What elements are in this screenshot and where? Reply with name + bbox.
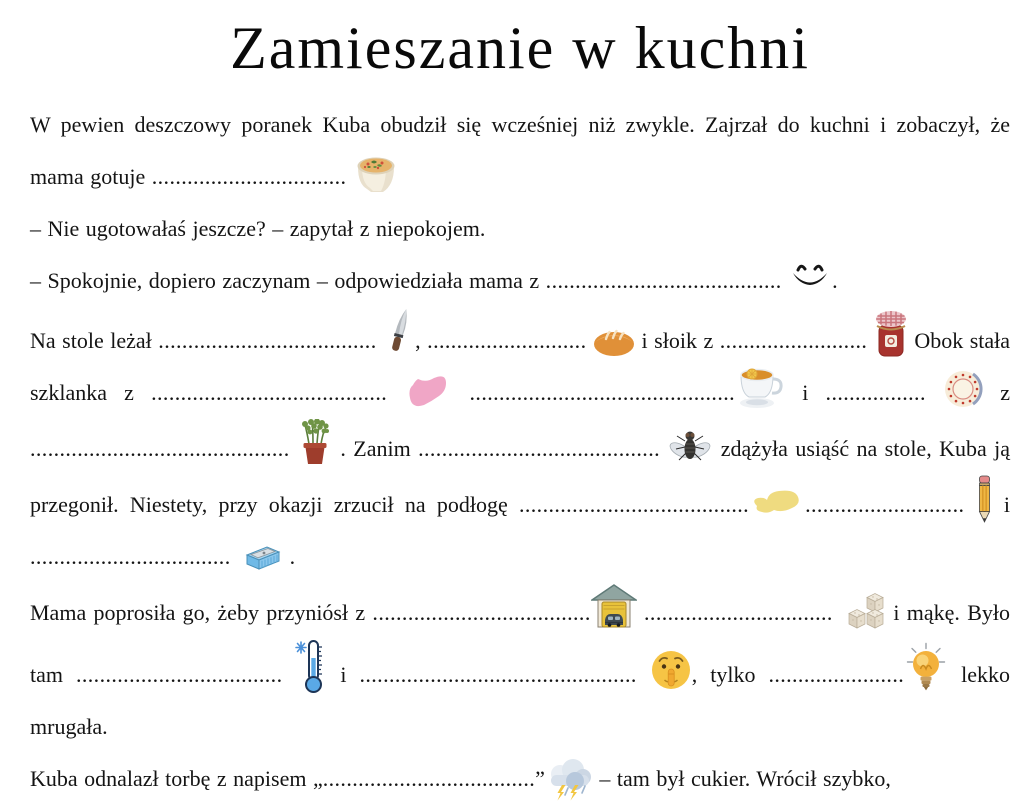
text-run: Na stole leżał: [30, 328, 159, 353]
pencil-icon: [976, 475, 993, 523]
text-run: – tam był cukier. Wrócił szybko,: [592, 766, 891, 791]
text-run: [926, 380, 943, 405]
text-run: [452, 380, 469, 405]
paragraph-4: [30, 307, 1010, 583]
plate-icon: [943, 369, 983, 409]
text-run: – Nie ugotowałaś jeszcze? – zapytał z niepokojem.: [30, 216, 486, 241]
text-run: Kuba odnalazł torbę z napisem „: [30, 766, 323, 791]
knife-icon: [383, 307, 415, 353]
fill-in-blank: ............................................: [30, 436, 290, 461]
smiley-face-icon: [788, 259, 832, 291]
bread-icon: [593, 329, 635, 357]
text-run: . Zanim: [333, 436, 419, 461]
fill-in-blank: ....................................: [322, 766, 536, 791]
fill-in-blank: .............................................: [469, 380, 736, 405]
shushing-face-icon: [650, 649, 692, 691]
fill-in-blank: ..................................: [30, 544, 231, 569]
potted-herb-icon: [297, 419, 333, 465]
text-run: Mama poprosiła go, żeby przyniósł z: [30, 600, 373, 625]
fill-in-blank: ...........................: [805, 492, 965, 517]
text-run: W pewien deszczowy poranek Kuba obudził się wcześniej niż zwykle. Zajrzał do kuchni i zobaczył, że mama gotuje: [30, 112, 1010, 189]
text-run: i mąkę. Było tam: [30, 600, 1010, 687]
fill-in-blank: ...................................: [75, 662, 283, 687]
storm-cloud-icon: [545, 758, 593, 802]
text-run: [964, 492, 975, 517]
text-run: .: [832, 268, 838, 293]
text-run: [637, 600, 644, 625]
text-run: .: [283, 544, 296, 569]
fill-in-blank: ................................: [644, 600, 833, 625]
paragraph-3: [30, 255, 1010, 307]
fly-icon: [667, 427, 713, 465]
page-title: Zamieszanie w kuchni: [230, 15, 810, 81]
text-run: [637, 662, 650, 687]
text-run: i słoik z: [635, 328, 720, 353]
paragraph-1: [30, 99, 1010, 203]
fill-in-blank: .................................: [151, 164, 347, 189]
text-run: i: [992, 492, 1010, 517]
document-body: [30, 99, 1010, 805]
fill-in-blank: .................: [825, 380, 926, 405]
text-run: [290, 436, 297, 461]
fill-in-blank: .....................................: [158, 328, 377, 353]
garage-icon: [591, 583, 637, 629]
text-run: [660, 436, 667, 461]
text-run: i: [785, 380, 826, 405]
text-run: [387, 380, 404, 405]
text-run: [282, 662, 295, 687]
text-run: , tylko: [691, 662, 769, 687]
text-run: lekko mrugała.: [30, 662, 1010, 739]
text-run: zdążyła usiąść na stole, Kuba ją przegonił. Niestety, przy okazji zrzucił na podłogę: [30, 436, 1010, 517]
cold-thermometer-icon: [295, 639, 327, 693]
soup-bowl-icon: [353, 153, 399, 193]
text-run: [833, 600, 840, 625]
fill-in-blank: ...........................: [427, 328, 587, 353]
fill-in-blank: .......................................: [518, 492, 750, 517]
fill-in-blank: ........................................: [545, 268, 782, 293]
fill-in-blank: ...............................................: [359, 662, 637, 687]
yellow-stain-icon: [749, 487, 805, 521]
text-run: – Spokojnie, dopiero zaczynam – odpowiedziała mama z: [30, 268, 546, 293]
light-bulb-icon: [904, 642, 948, 692]
text-run: z: [983, 380, 1011, 405]
pencil-sharpener-icon: [237, 545, 283, 573]
paragraph-6: [30, 753, 1010, 805]
paragraph-5: [30, 583, 1010, 753]
paragraph-2: [30, 203, 1010, 255]
fill-in-blank: .......................: [768, 662, 905, 687]
text-run: ,: [415, 328, 428, 353]
text-run: ”: [535, 766, 545, 791]
fill-in-blank: .........................: [719, 328, 868, 353]
fill-in-blank: .....................................: [372, 600, 591, 625]
pink-stain-icon: [404, 375, 452, 409]
tea-cup-icon: [735, 367, 785, 409]
text-run: i: [327, 662, 360, 687]
text-run: Obok stała szklanka z: [30, 328, 1011, 405]
fill-in-blank: .........................................: [418, 436, 660, 461]
jam-jar-icon: [874, 310, 908, 358]
fill-in-blank: ........................................: [151, 380, 388, 405]
sugar-cubes-icon: [840, 591, 886, 629]
